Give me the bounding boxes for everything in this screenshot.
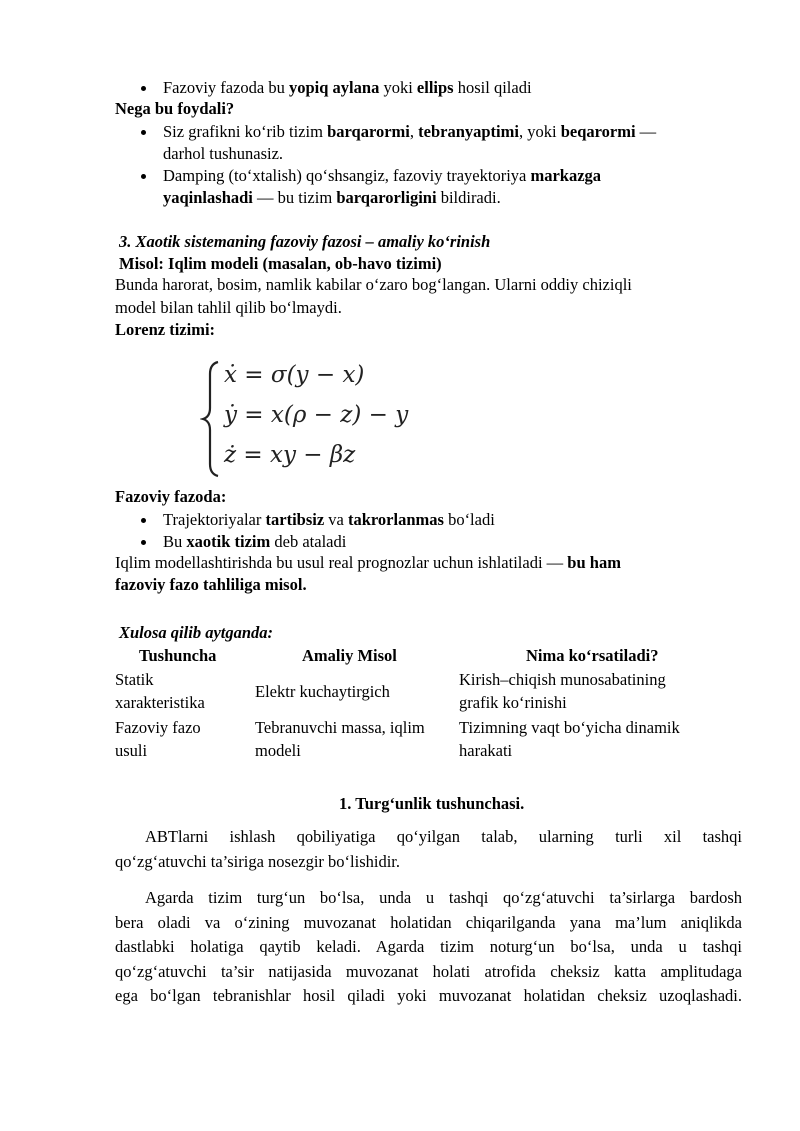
equation-y: ẏ = x(ρ − z) − y	[224, 402, 409, 428]
table-cell: Fazoviy fazo usuli	[115, 718, 201, 760]
example-title: Misol: Iqlim modeli (masalan, ob-havo tizimi)	[119, 254, 442, 273]
why-heading: Nega bu foydali?	[115, 99, 235, 118]
table-cell: Statik xarakteristika	[115, 670, 205, 712]
table-cell: Tizimning vaqt bo‘yicha dinamik harakati	[459, 718, 680, 760]
left-brace-icon	[200, 358, 222, 480]
example-text-line2: model bilan tahlil qilib bo‘lmaydi.	[115, 298, 342, 317]
bullet-damping-line2: yaqinlashadi — bu tizim barqarorligini bildiradi.	[163, 188, 501, 207]
climate-line1: Iqlim modellashtirishda bu usul real prognozlar uchun ishlatiladi — bu ham	[115, 553, 621, 572]
bullet-marker	[141, 86, 146, 91]
bullet-chaotic-trajectories: Trajektoriyalar tartibsiz va takrorlanmas bo‘ladi	[163, 510, 495, 529]
section1-title: 1. Turg‘unlik tushunchasi.	[339, 794, 525, 813]
section3-title: 3. Xaotik sistemaning fazoviy fazosi – amaliy ko‘rinish	[119, 232, 491, 251]
bullet-chaotic-system: Bu xaotik tizim deb ataladi	[163, 532, 347, 551]
table-header-example: Amaliy Misol	[302, 646, 397, 665]
summary-heading: Xulosa qilib aytganda:	[119, 623, 274, 642]
bullet-marker	[141, 174, 146, 179]
table-header-concept: Tushuncha	[139, 646, 217, 665]
lorenz-formula	[200, 358, 440, 480]
example-text-line1: Bunda harorat, bosim, namlik kabilar o‘zaro bog‘langan. Ularni oddiy chiziqli	[115, 275, 632, 294]
table-cell: Tebranuvchi massa, iqlim modeli	[255, 718, 425, 760]
table-header-shows: Nima ko‘rsatiladi?	[526, 646, 659, 665]
table-cell: Elektr kuchaytirgich	[255, 682, 390, 701]
bullet-marker	[141, 540, 146, 545]
climate-line2: fazoviy fazo tahliliga misol.	[115, 575, 307, 594]
table-cell: Kirish–chiqish munosabatining grafik ko‘rinishi	[459, 670, 666, 712]
paragraph-stability: Agarda tizim turg‘un bo‘lsa, unda u tashqi qo‘zg‘atuvchi ta’sirlarga bardosh bera oladi va o‘zining muvozanat holatidan chiqarilganda yana ma’lum aniqlikda dastlabki holatiga qaytib keladi. Agarda tizim noturg‘un bo‘lsa, unda u tashqi qo‘zg‘atuvchi ta’sir natijasida muvozanat holati atrofida cheksiz katta amplitudaga ega bo‘lgan tebranishlar hosil qiladi yoki muvozanat holatidan cheksiz uzoqlashadi.	[115, 888, 742, 1005]
paragraph-requirement: ABTlarni ishlash qobiliyatiga qo‘yilgan talab, ularning turli xil tashqi qo‘zg‘atuvchi ta’siriga nosezgir bo‘lishidir.	[115, 827, 742, 871]
bullet-stability-line2: darhol tushunasiz.	[163, 144, 284, 163]
bullet-marker	[141, 130, 146, 135]
bullet-marker	[141, 518, 146, 523]
bullet-stability-line1: Siz grafikni ko‘rib tizim barqarormi, tebranyaptimi, yoki beqarormi —	[163, 122, 657, 141]
bullet-damping-line1: Damping (to‘xtalish) qo‘shsangiz, fazoviy trayektoriya markazga	[163, 166, 602, 185]
phase-heading: Fazoviy fazoda:	[115, 487, 227, 506]
bullet-closed-orbit: Fazoviy fazoda bu yopiq aylana yoki ellips hosil qiladi	[163, 78, 532, 97]
equation-z: ż = xy − βz	[224, 442, 356, 468]
equation-x: ẋ = σ(y − x)	[224, 362, 365, 388]
lorenz-heading: Lorenz tizimi:	[115, 320, 216, 339]
